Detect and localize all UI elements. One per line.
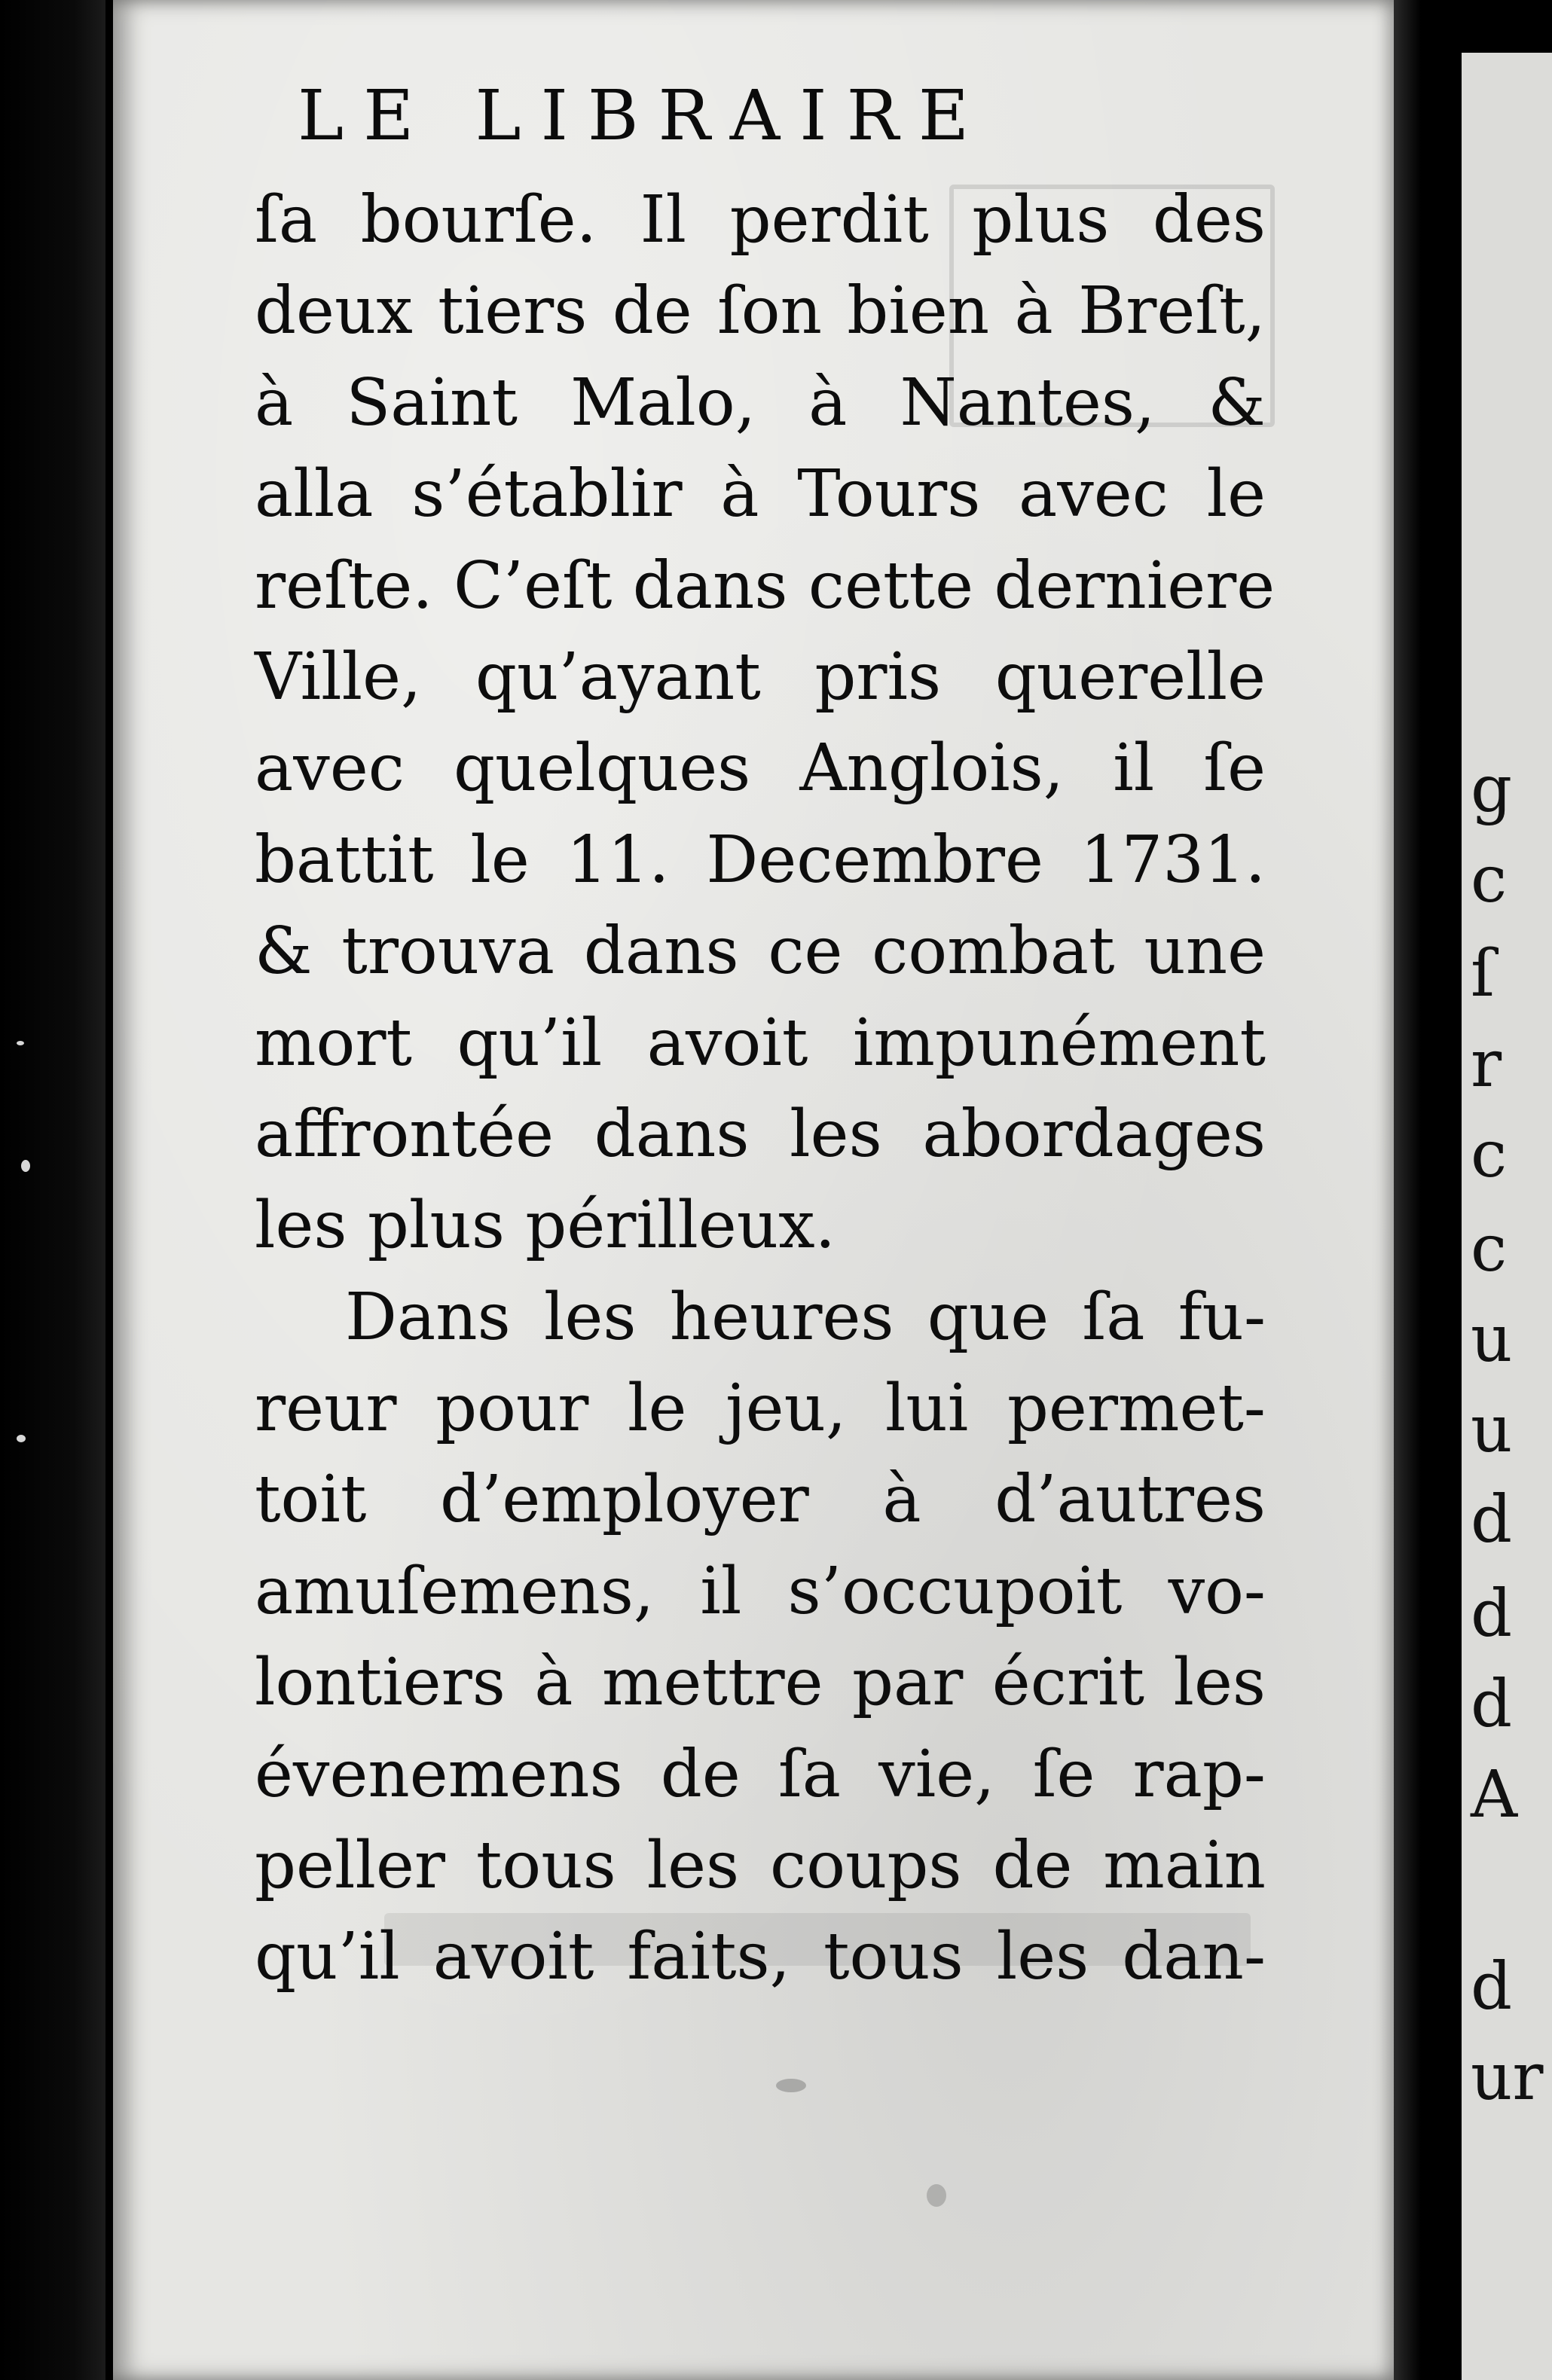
text-line: lontiers à mettre par écrit les (255, 1645, 1266, 1721)
text-line: toit d’employer à d’autres (255, 1462, 1266, 1538)
facing-page-letter: d (1471, 1667, 1513, 1742)
facing-page-letter: d (1471, 1576, 1513, 1652)
facing-page-letter: c (1471, 1211, 1508, 1286)
text-line: Dans les heures que ſa fu- (345, 1279, 1266, 1355)
facing-page-letter: c (1471, 842, 1508, 917)
text-line: les plus périlleux. (255, 1188, 836, 1264)
ink-smudge (776, 2079, 806, 2092)
facing-page-letter: A (1471, 1757, 1518, 1832)
facing-page-letter: d (1471, 1482, 1513, 1558)
edge-speck (21, 1160, 30, 1172)
text-line: battit le 11. Decembre 1731. (255, 822, 1266, 898)
book-gutter (1394, 0, 1462, 2380)
text-line: peller tous les coups de main (255, 1828, 1266, 1904)
facing-page-letter: ſ (1471, 936, 1495, 1012)
text-line: & trouva dans ce combat une (255, 914, 1266, 990)
facing-page-letter: c (1471, 1117, 1508, 1192)
facing-page-letter: u (1471, 1392, 1513, 1467)
facing-page-letter: u (1471, 1301, 1513, 1377)
text-line: à Saint Malo, à Nantes, & (255, 365, 1266, 441)
text-line: évenemens de ſa vie, ſe rap- (255, 1736, 1266, 1812)
running-head: LE LIBRAIRE (298, 75, 989, 156)
text-line: qu’il avoit faits, tous les dan- (255, 1919, 1266, 1995)
text-line: Ville, qu’ayant pris querelle (255, 639, 1266, 715)
body-text (255, 175, 1276, 2003)
facing-page-letter: d (1471, 1949, 1513, 2025)
text-line: alla s’établir à Tours avec le (255, 456, 1266, 532)
text-line: affrontée dans les abordages (255, 1096, 1266, 1172)
facing-page-letter: ur (1471, 2040, 1544, 2115)
text-line: ſa bourſe. Il perdit plus des (255, 182, 1266, 258)
edge-speck (17, 1041, 24, 1045)
text-line: deux tiers de ſon bien à Breſt, (255, 273, 1266, 349)
ink-smudge (927, 2184, 946, 2207)
left-margin-edge (0, 0, 105, 2380)
text-line: amuſemens, il s’occupoit vo- (255, 1553, 1266, 1629)
text-line: reſte. C’eſt dans cette derniere (255, 548, 1276, 624)
facing-page-letter: g (1471, 752, 1513, 827)
edge-speck (17, 1435, 26, 1442)
text-line: reur pour le jeu, lui permet- (255, 1371, 1266, 1447)
text-line: avec quelques Anglois, il ſe (255, 731, 1266, 807)
text-line: mort qu’il avoit impunément (255, 1005, 1266, 1081)
facing-page-letter: r (1471, 1027, 1502, 1102)
facing-page-sliver (1462, 53, 1552, 2380)
